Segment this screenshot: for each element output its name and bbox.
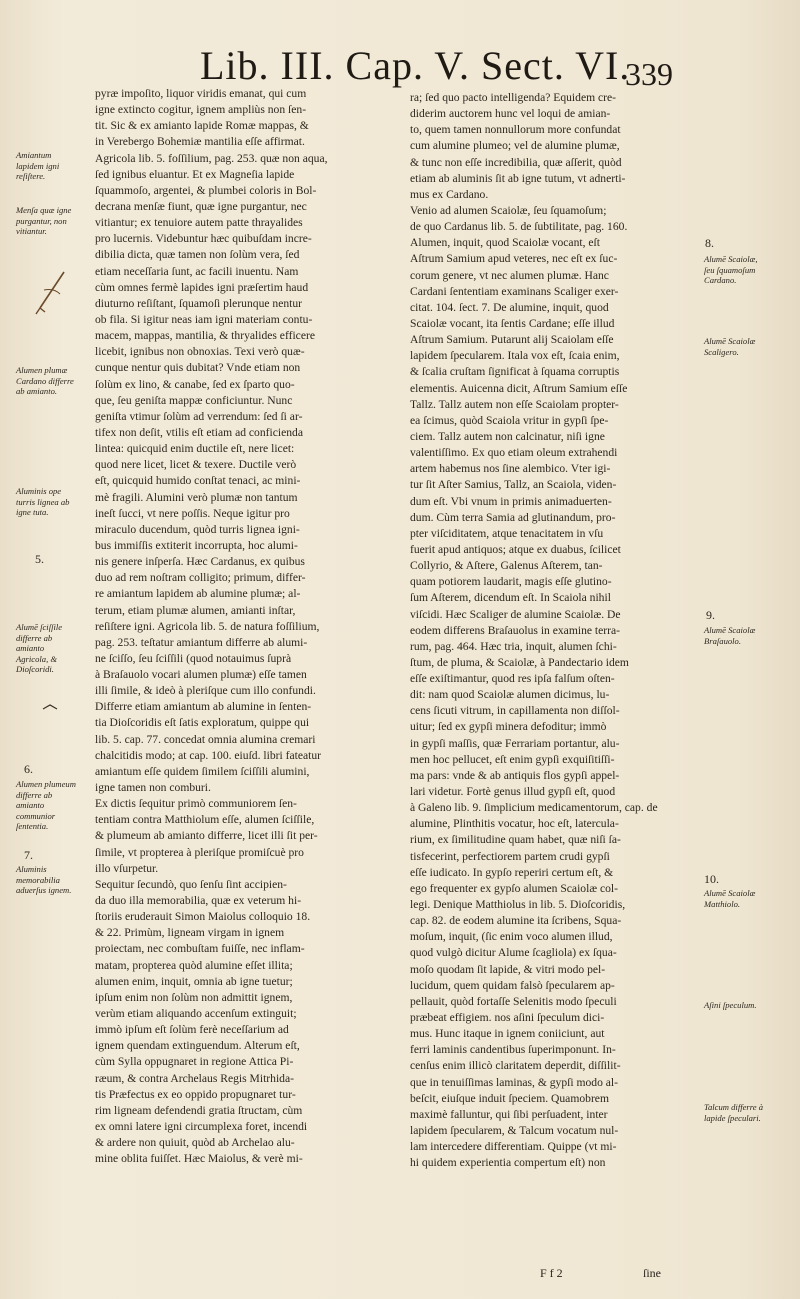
text-line: uitur; ſed ex gypſi minera defoditur; immò — [410, 720, 607, 734]
text-line: immò ipſum eſt ſolùm ferè neceſſarium ad — [95, 1023, 289, 1037]
text-line: viſcidi. Hæc Scaliger de alumine Scaiolæ. De — [410, 607, 621, 621]
text-line: ob fila. Si igitur neas iam igni materiam contu- — [95, 312, 313, 326]
text-line: maximè falluntur, qui ſibi perſuadent, inter — [410, 1107, 608, 1121]
text-line: bus immiſſis extiterit incorrupta, hoc alumi- — [95, 538, 298, 552]
text-line: ego frequenter ex gypſo alumen Scaiolæ col- — [410, 881, 618, 895]
margin-number-left: 5. — [35, 552, 44, 566]
margin-number-left: 7. — [24, 848, 33, 862]
text-line: & 22. Primùm, ligneam virgam in ignem — [95, 926, 285, 940]
text-line: chalcitidis modo; at cap. 100. eiuſd. libri fateatur — [95, 748, 322, 762]
margin-note-right: Talcum differre à lapide ſpeculari. — [704, 1102, 764, 1123]
text-line: ne ſciſſo, ſeu ſciſſili (quod notauimus ſuprà — [95, 651, 292, 665]
text-line: Aſtrum Samium. Putarunt alij Scaiolam eſſe — [410, 333, 614, 347]
text-line: eſſe exiſtimantur, quod res ipſa falſum oſten- — [410, 672, 615, 686]
text-line: lapidem ſpecularem, & Talcum vocatum nul- — [410, 1124, 619, 1137]
ink-mark-icon — [42, 703, 58, 711]
text-line: Alumen, inquit, quod Scaiolæ vocant, eſt — [410, 236, 600, 250]
right-text-column — [410, 90, 685, 1171]
text-line: miraculo ducendum, quòd turris lignea igni- — [95, 522, 300, 536]
text-line: Tallz. Tallz autem non eſſe Scaiolam propter- — [410, 397, 619, 411]
text-line: alumine, Plinthitis vocatur, hoc eſt, latercula- — [410, 817, 619, 831]
text-line: duo ad rem noſtram colligito; primum, differ- — [95, 571, 306, 585]
margin-note-left: Aluminis ope turris lignea ab igne tuta. — [16, 486, 70, 517]
text-line: ferri laminis candentibus ſuperimponunt. In- — [410, 1043, 616, 1057]
text-line: dum eſt. Vbi vnum in primis animaduerten- — [410, 494, 612, 508]
text-line: ignem quendam extinguendum. Alterum eſt, — [95, 1039, 300, 1053]
text-line: eſſe iudicato. In gypſo reperiri certum eſt, & — [410, 865, 614, 879]
pointing-hand-icon — [30, 268, 70, 318]
text-line: to, quem tamen nonnullorum more confundat — [410, 123, 621, 137]
margin-note-right: Alumē Scaiolæ, ſeu ſquamoſum Cardano. — [704, 254, 758, 285]
text-line: rum, pag. 464. Hæc tria, inquit, alumen ſchi- — [410, 639, 617, 653]
text-line: in gypſi maſſis, quæ Ferrariam portantur, alu- — [410, 736, 620, 750]
text-line: tur ſit Aſter Samius, Tallz, an Scaiola, viden- — [410, 478, 617, 492]
text-line: cenſus enim illicò claritatem deperdit, diſſilit- — [410, 1059, 621, 1073]
text-line: dum. Cùm terra Samia ad glutinandum, pro- — [410, 510, 616, 524]
running-head: Lib. III. Cap. V. Sect. VI. — [200, 43, 631, 88]
text-line: cùm omnes fermè lapides igni præſertim haud — [95, 280, 309, 294]
text-line: lam intercedere differentiam. Quippe (vt mi- — [410, 1140, 617, 1154]
text-line: in Verebergo Bohemiæ mantilia eſſe affirmat. — [95, 135, 305, 149]
text-line: Sequitur ſecundò, quo ſenſu ſint accipien- — [95, 877, 287, 891]
text-line: ra; ſed quo pacto intelligenda? Equidem cre- — [410, 91, 617, 104]
text-line: geniſta vtimur ſolùm ad verrendum: ſed ſi ar- — [95, 409, 303, 423]
text-line: ſum Aſterem, dicendum eſt. In Scaiola nihil — [410, 591, 611, 605]
text-line: re amiantum lapidem ab alumine plumæ; al- — [95, 587, 301, 601]
text-line: mus ex Cardano. — [410, 187, 489, 201]
text-line: cap. 82. de eodem alumine ita ſcribens, Squa- — [410, 914, 622, 928]
text-line: igne tamen non comburi. — [95, 781, 211, 795]
margin-note-left: Aluminis memorabilia aduerſus ignem. — [16, 864, 72, 895]
text-line: Collyrio, & Aſtere, Galenus Aſterem, tan- — [410, 559, 603, 573]
margin-number-right: 9. — [706, 608, 715, 622]
text-line: Cardani ſententiam examinans Scaliger exer- — [410, 284, 619, 298]
text-line: hi quidem experientia compertum eſt) non — [410, 1156, 606, 1170]
text-line: & tunc non eſſe incredibilia, quæ aſſerit, quòd — [410, 155, 622, 169]
text-line: ipſum enim non ſolùm non admittit ignem, — [95, 990, 293, 1004]
margin-note-left: Alumen plumæ Cardano differre ab amianto. — [16, 365, 74, 396]
text-line: macem, mappas, mantilia, & thryalides efficere — [95, 329, 315, 343]
text-line: ræum, & contra Archelaus Regis Mitrhida- — [95, 1071, 294, 1085]
text-line: elementis. Auicenna dicit, Aſtrum Samium eſſe — [410, 381, 628, 395]
text-line: Agricola lib. 5. foſſilium, pag. 253. quæ non aqua, — [95, 151, 328, 165]
text-line: pag. 253. teſtatur amiantum differre ab alumi- — [95, 635, 308, 649]
text-line: cum alumine plumeo; vel de alumine plumæ, — [410, 139, 620, 153]
text-line: lucidum, quem quidam falsò ſpecularem ap- — [410, 978, 615, 992]
text-line: eſt, quicquid humido conſtat tenaci, ac mini- — [95, 474, 301, 488]
text-line: tia Dioſcoridis eſt ſatis exploratum, quippe qui — [95, 716, 310, 730]
margin-note-right: Alumē Scaiolæ Scaligero. — [704, 336, 756, 357]
text-line: de quo Cardanus lib. 5. de ſubtilitate, pag. 160. — [410, 220, 628, 234]
margin-note-right: Aſini ſpeculum. — [704, 1000, 757, 1010]
text-line: amiantum eſſe quidem ſimilem ſciſſili alumini, — [95, 764, 310, 778]
signature-mark: F f 2 — [540, 1266, 563, 1280]
text-line: cunque nentur quis dubitat? Vnde etiam non — [95, 361, 301, 375]
text-line: reſiſtere igni. Agricola lib. 5. de natura foſſilium, — [95, 619, 320, 633]
text-line: pter viſciditatem, atque tenacitatem in vſu — [410, 526, 604, 540]
margin-number-right: 8. — [705, 236, 714, 250]
text-line: igne extincto cogitur, ignem ampliùs non ſen- — [95, 103, 307, 117]
text-line: tis Præfectus ex eo oppido propugnaret tur- — [95, 1087, 296, 1101]
text-line: etiam neceſſaria ſunt, ac facili inuentu. Nam — [95, 264, 299, 278]
text-line: fuerit apud antiquos; atque ex duabus, ſcilicet — [410, 542, 621, 556]
text-line: men hoc pellucet, eſt enim gypſi exquiſitiſſi- — [410, 752, 615, 766]
text-line: diuturno reſiſtant, ſquamoſi plerunque nentur — [95, 296, 303, 310]
text-line: & ſcalia cruſtam ſignificat à ſquama corruptis — [410, 365, 620, 379]
text-line: ſed ignibus eluantur. Et ex Magneſia lapide — [95, 167, 295, 181]
text-line: moſo quodam ſit lapide, & vitri modo pel- — [410, 962, 606, 976]
text-line: pyræ impoſito, liquor viridis emanat, qui cum — [95, 87, 307, 100]
text-line: ma pars: vnde & ab antiquis flos gypſi appel- — [410, 768, 620, 782]
text-line: nis genere inſperſa. Hæc Cardanus, ex quibus — [95, 555, 305, 569]
text-line: Scaiolæ vocant, ita ſentis Cardane; eſſe illud — [410, 316, 615, 330]
left-text-column — [95, 86, 375, 1167]
text-line: Ex dictis ſequitur primò communiorem ſen- — [95, 797, 297, 811]
text-line: legi. Denique Matthiolus in lib. 5. Dioſcoridis, — [410, 898, 626, 912]
text-line: & ardere non quiuit, quòd ab Archelao alu- — [95, 1136, 295, 1150]
text-line: à Braſauolo vocari alumen plumæ) eſſe tamen — [95, 668, 307, 682]
text-line: ſimile, vt propterea à pleriſque promiſcuè pro — [95, 845, 304, 859]
text-line: Differre etiam amiantum ab alumine in ſenten- — [95, 700, 312, 714]
text-line: ea ſcimus, quòd Scaiola vritur in gypſi ſpe- — [410, 413, 609, 427]
text-line: præbeat effigiem. nos aſini ſpeculum dici- — [410, 1011, 605, 1025]
text-line: matam, propterea quòd alumine eſſet illita; — [95, 958, 293, 972]
text-line: Venio ad alumen Scaiolæ, ſeu ſquamoſum; — [410, 203, 607, 217]
text-line: mine oblita fuiſſet. Hæc Maiolus, & verè mi- — [95, 1152, 303, 1166]
text-line: ſtoriis eruderauit Simon Maiolus colloquio 18. — [95, 910, 311, 924]
text-line: lib. 5. cap. 77. concedat omnia alumina cremari — [95, 732, 316, 746]
page-number: 339 — [625, 56, 673, 92]
text-line: alumen enim, inquit, omnia ab igne tuetur; — [95, 974, 293, 988]
margin-note-right: Alumē Scaiolæ Braſauolo. — [704, 625, 756, 646]
text-line: tit. Sic & ex amianto lapide Romæ mappas, & — [95, 119, 309, 133]
margin-note-left: Alumen plumeum differre ab amianto communior ſententia. — [16, 779, 76, 831]
text-line: dit: nam quod Scaiolæ alumen dicimus, lu- — [410, 688, 610, 702]
text-line: moſum, inquit, (ſic enim voco alumen illud, — [410, 930, 613, 944]
page-header — [150, 30, 730, 90]
catchword: ſine — [643, 1266, 661, 1280]
text-line: proiectam, nec combuſtam fuiſſe, nec inflam- — [95, 942, 305, 956]
text-line: vitiantur; ex tenuiore autem patte thrayalides — [95, 216, 303, 230]
text-line: ſtum, de pluma, & Scaiolæ, à Pandectario idem — [410, 655, 629, 669]
text-line: etiam ab aluminis ſit ab igne tutum, vt adnerti- — [410, 171, 626, 185]
text-line: à Galeno lib. 9. ſimplicium medicamentorum, cap. de — [410, 801, 658, 815]
text-line: ciem. Tallz autem non calcinatur, niſi igne — [410, 429, 605, 443]
text-line: quod nere licet, licet & texere. Ductile verò — [95, 458, 297, 472]
text-line: valentiſſimo. Ex quo etiam oleum extrahendi — [410, 446, 618, 460]
margin-note-right: Alumē Scaiolæ Matthiolo. — [704, 888, 756, 909]
margin-note-left: Amiantum lapidem igni reſiſtere. — [16, 150, 60, 181]
text-line: beſcit, eiuſque induit ſpeciem. Quamobrem — [410, 1091, 609, 1105]
text-line: ineſt ſucci, vt nere poſſis. Neque igitur pro — [95, 506, 290, 520]
text-line: lapidem ſpecularem. Itala vox eſt, ſcaia enim, — [410, 349, 620, 363]
text-line: pro lucernis. Videbuntur hæc quibuſdam incre- — [95, 232, 312, 246]
text-line: & plumeum ab amianto differre, licet illi ſit per- — [95, 829, 318, 843]
text-line: pellauit, quòd fortaſſe Selenitis modo ſpeculi — [410, 994, 617, 1008]
text-line: quod vulgò dicitur Alume ſcagliola) ex ſqua- — [410, 946, 617, 960]
text-line: rim ligneam defendendi gratia ſtructam, cùm — [95, 1103, 303, 1117]
text-line: que, ſeu geniſta mappæ conficiuntur. Nunc — [95, 393, 293, 407]
text-line: artem habemus nos ſine alembico. Vter igi- — [410, 462, 611, 476]
text-line: mè fragili. Alumini verò plumæ non tantum — [95, 490, 298, 504]
text-line: Aſtrum Samium apud veteres, nec eſt ex ſuc- — [410, 252, 618, 266]
text-line: ſquammoſo, argentei, & plumbei coloris in Bol- — [95, 183, 317, 197]
text-line: citat. 104. ſect. 7. De alumine, inquit, quod — [410, 300, 609, 314]
text-line: illo vſurpetur. — [95, 861, 159, 875]
text-line: licebit, ignibus non obnoxias. Texi verò quæ- — [95, 345, 305, 359]
text-line: cùm Sylla oppugnaret in regione Attica Pi- — [95, 1055, 294, 1069]
text-line: illi ſimile, & ideò à pleriſque cum illo confundi. — [95, 684, 316, 698]
margin-number-right: 10. — [704, 872, 719, 886]
text-line: lintea: quicquid enim ductile eſt, nere licet: — [95, 442, 295, 456]
text-line: rium, ex ſimilitudine quam habet, quæ niſi ſa- — [410, 833, 621, 847]
text-line: tentiam contra Matthiolum eſſe, alumen ſciſſile, — [95, 813, 315, 827]
text-line: ſolùm ex lino, & canabe, ſed ex ſparto quo- — [95, 377, 295, 391]
margin-number-left: 6. — [24, 762, 33, 776]
text-line: tisfecerint, perfectiorem partem crudi gypſi — [410, 849, 610, 863]
text-line: tifex non deſit, vtilis eſt etiam ad conficienda — [95, 425, 303, 439]
text-line: mus. Hunc itaque in ignem coniiciunt, aut — [410, 1027, 605, 1041]
text-line: quam potiorem laudarit, magis eſſe glutino- — [410, 575, 612, 589]
text-line: terum, etiam plumæ alumen, amianti inſtar, — [95, 603, 296, 617]
text-line: lari videtur. Fortè genus illud gypſi eſt, quod — [410, 785, 616, 799]
text-line: da duo illa memorabilia, quæ ex veterum hi- — [95, 894, 302, 908]
margin-note-left: Menſa quæ igne purgantur, non vitiantur. — [16, 205, 72, 236]
text-line: que in tenuiſſimas laminas, & gypſi modo al- — [410, 1075, 619, 1089]
text-line: verùm etiam aliquando accenſum extinguit; — [95, 1007, 297, 1021]
text-line: ex omni latere igni circumplexa foret, incendi — [95, 1120, 308, 1133]
text-line: corum genere, vt nec alumen plumæ. Hanc — [410, 268, 609, 282]
text-line: cens ſicuti vitrum, in capillamenta non diſſol- — [410, 704, 620, 718]
text-line: eodem differens Braſauolus in examine terra- — [410, 623, 621, 637]
margin-note-left: Alumē ſciſſile differre ab amianto Agricola, & Dioſcoridi. — [16, 622, 63, 674]
text-line: diderim auctorem hunc vel loqui de amian- — [410, 107, 611, 121]
text-line: decrana menſæ fiunt, quæ igne purgantur, nec — [95, 199, 307, 213]
text-line: dibilia dicta, quæ tamen non ſolùm vera, ſed — [95, 248, 300, 262]
